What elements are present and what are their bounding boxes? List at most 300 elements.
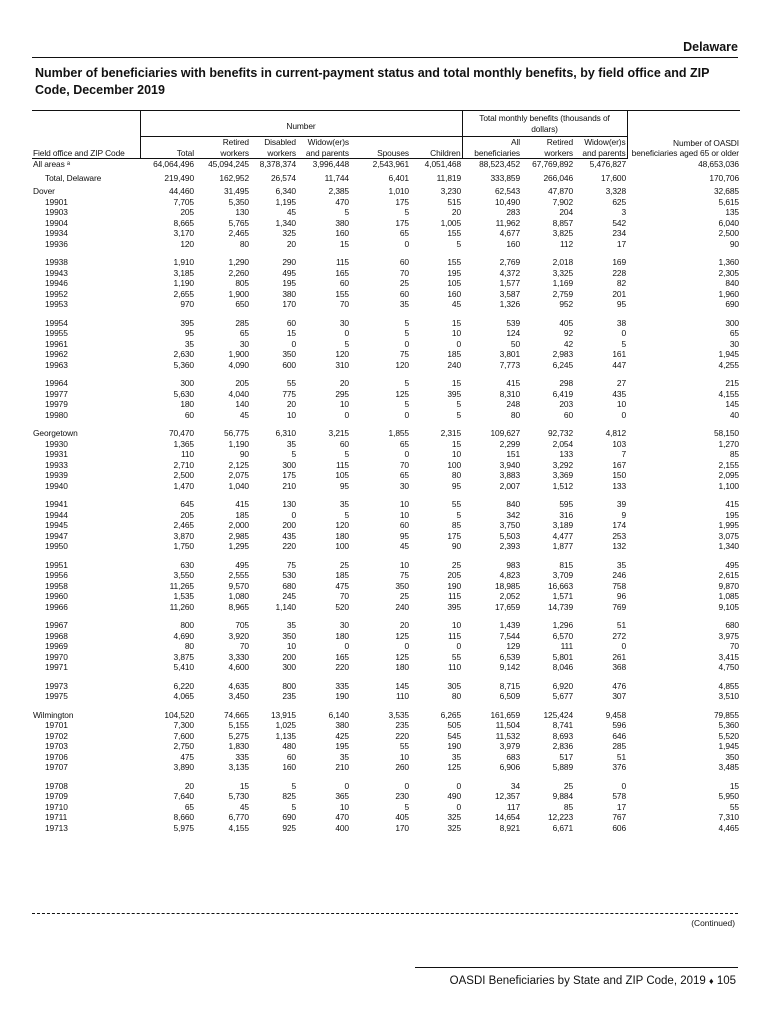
cell-value: 0	[404, 780, 409, 791]
zip-row	[32, 720, 740, 731]
cell-value: 35	[286, 620, 296, 630]
row-label: 19941	[45, 499, 68, 509]
cell-value: 35	[339, 499, 349, 509]
row-label: 19708	[45, 780, 68, 791]
row-label: 19970	[45, 651, 68, 662]
zip-row	[32, 620, 740, 631]
cell-value: 6,340	[275, 186, 296, 196]
row-label: 19903	[45, 207, 68, 217]
zip-row	[32, 470, 740, 481]
cell-value: 1,085	[718, 591, 739, 601]
cell-value: 805	[235, 278, 249, 288]
cell-value: 6,770	[228, 812, 249, 822]
cell-value: 2,836	[552, 741, 574, 751]
cell-value: 4,600	[228, 662, 249, 672]
cell-value: 1,010	[388, 186, 409, 196]
cell-value: 95	[399, 530, 409, 541]
cell-value: 109,627	[490, 428, 521, 438]
cell-value: 5,360	[718, 720, 739, 730]
cell-value: 205	[235, 378, 249, 388]
row-label: 19963	[45, 359, 68, 370]
cell-value: 8,857	[552, 217, 574, 228]
cell-value: 825	[282, 791, 296, 801]
row-label: 19964	[45, 378, 68, 388]
row-label: 19977	[45, 388, 68, 399]
cell-value: 415	[506, 378, 521, 388]
cell-value: 5	[404, 207, 409, 217]
zip-row	[32, 207, 740, 218]
cell-value: 4,155	[718, 388, 739, 399]
row-label: 19980	[45, 409, 68, 420]
cell-value: 395	[447, 388, 462, 399]
cell-value: 1,340	[718, 541, 739, 551]
cell-value: 2,500	[718, 228, 739, 238]
cell-value: 16,663	[548, 580, 574, 591]
cell-value: 3,170	[173, 228, 194, 238]
cell-value: 545	[447, 730, 462, 741]
cell-value: 775	[282, 388, 296, 399]
cell-value: 160	[447, 288, 462, 299]
cell-value: 3,801	[499, 349, 521, 359]
row-label: All areas ᵃ	[33, 159, 70, 169]
cell-value: 447	[612, 359, 627, 370]
cell-value: 1,571	[552, 591, 574, 601]
row-label: 19969	[45, 641, 68, 651]
zip-row	[32, 218, 740, 229]
zip-row	[32, 781, 740, 792]
cell-value: 2,465	[173, 520, 194, 530]
cell-value: 2,983	[552, 349, 574, 359]
cell-value: 325	[447, 822, 462, 833]
row-label: 19951	[45, 559, 68, 570]
cell-value: 4,823	[499, 570, 521, 580]
cell-value: 539	[506, 317, 521, 328]
cell-value: 8,693	[552, 730, 574, 741]
cell-value: 155	[447, 228, 462, 238]
cell-value: 246	[612, 570, 627, 580]
zip-row	[32, 439, 740, 450]
cell-value: 120	[335, 520, 349, 530]
cell-value: 160	[506, 238, 521, 249]
cell-value: 6,220	[173, 680, 194, 691]
cell-value: 175	[282, 470, 296, 480]
cell-value: 3,215	[328, 428, 349, 438]
cell-value: 40	[729, 409, 739, 420]
cell-value: 310	[335, 359, 349, 370]
cell-value: 10	[339, 801, 349, 812]
field-office-row	[32, 710, 740, 721]
cell-value: 4,690	[173, 630, 194, 641]
row-label: 19711	[45, 812, 68, 822]
cell-value: 5	[291, 449, 296, 459]
spouses-header: Spouses	[350, 137, 410, 159]
cell-value: 20	[184, 780, 194, 791]
cell-value: 245	[282, 591, 296, 601]
cell-value: 1,270	[718, 438, 739, 449]
cell-value: 800	[282, 680, 296, 691]
row-label: 19973	[45, 680, 68, 691]
cell-value: 205	[180, 207, 194, 217]
cell-value: 210	[335, 762, 349, 772]
cell-value: 307	[612, 691, 627, 701]
cell-value: 10	[399, 751, 409, 762]
cell-value: 2,543,961	[372, 159, 409, 169]
cell-value: 65	[239, 328, 249, 338]
cell-value: 3	[621, 207, 627, 217]
cell-value: 2,075	[228, 470, 249, 480]
cell-value: 17,600	[601, 172, 627, 183]
cell-value: 17,659	[495, 601, 521, 612]
cell-value: 180	[335, 630, 349, 641]
cell-value: 520	[335, 601, 349, 612]
cell-value: 3,890	[173, 762, 194, 772]
cell-value: 4,040	[228, 388, 249, 399]
field-office-row	[32, 186, 740, 197]
row-label: 19901	[45, 196, 68, 207]
cell-value: 105	[335, 470, 349, 480]
cell-value: 0	[404, 641, 409, 651]
cell-value: 5,275	[228, 730, 249, 741]
cell-value: 85	[563, 801, 574, 812]
row-label: 19962	[45, 349, 68, 359]
cell-value: 125,424	[543, 709, 574, 720]
cell-value: 0	[456, 338, 462, 349]
cell-value: 92	[563, 328, 574, 338]
cell-value: 31,495	[223, 186, 249, 196]
cell-value: 9,105	[718, 601, 739, 612]
cell-value: 266,046	[543, 172, 574, 183]
zip-row	[32, 691, 740, 702]
cell-value: 6,906	[499, 762, 521, 772]
cell-value: 5	[344, 207, 349, 217]
cell-value: 3,450	[228, 691, 249, 701]
cell-value: 4,635	[228, 680, 249, 691]
cell-value: 51	[616, 620, 627, 630]
cell-value: 145	[725, 399, 739, 409]
cell-value: 350	[395, 580, 409, 591]
cell-value: 248	[506, 399, 521, 409]
cell-value: 44,460	[168, 186, 194, 196]
benefits-group-header: Total monthly benefits (thousands of dollars)	[462, 111, 627, 137]
row-label: 19943	[45, 267, 68, 278]
cell-value: 45	[399, 541, 409, 551]
cell-value: 35	[451, 751, 462, 762]
zip-row	[32, 360, 740, 371]
cell-value: 3,920	[228, 630, 249, 641]
cell-value: 170	[395, 822, 409, 833]
cell-value: 683	[506, 751, 521, 762]
page-number: 105	[716, 975, 736, 987]
spacer-row	[32, 702, 740, 710]
cell-value: 203	[559, 399, 574, 409]
cell-value: 50	[510, 338, 521, 349]
cell-value: 4,855	[718, 680, 739, 691]
cell-value: 470	[335, 196, 349, 207]
cell-value: 2,615	[718, 570, 739, 580]
cell-value: 5	[456, 238, 462, 249]
cell-value: 530	[282, 570, 296, 580]
widowers-header: Widow(er)s and parents	[297, 137, 350, 159]
zip-row	[32, 197, 740, 208]
cell-value: 2,052	[499, 591, 521, 601]
cell-value: 3,292	[552, 459, 574, 470]
cell-value: 5,801	[552, 651, 574, 662]
cell-value: 342	[506, 509, 521, 520]
cell-value: 165	[335, 651, 349, 662]
cell-value: 0	[621, 328, 627, 338]
cell-value: 0	[621, 780, 627, 791]
cell-value: 3,328	[605, 186, 627, 196]
cell-value: 9,458	[605, 709, 627, 720]
cell-value: 470	[335, 812, 349, 822]
cell-value: 230	[395, 791, 409, 801]
cell-value: 3,369	[552, 470, 574, 480]
cell-value: 7,773	[499, 359, 521, 370]
cell-value: 11,265	[169, 580, 194, 591]
row-label: 19706	[45, 751, 68, 762]
top-rule	[32, 57, 738, 58]
cell-value: 10	[451, 620, 462, 630]
retired-workers-benefits-header: Retired workers	[521, 137, 574, 159]
cell-value: 3,825	[552, 228, 574, 238]
cell-value: 600	[282, 359, 296, 370]
number-group-header: Number	[140, 111, 462, 137]
cell-value: 95	[184, 328, 194, 338]
cell-value: 3,587	[499, 288, 521, 299]
cell-value: 25	[451, 559, 462, 570]
cell-value: 925	[282, 822, 296, 833]
cell-value: 2,555	[228, 570, 249, 580]
zip-row	[32, 510, 740, 521]
cell-value: 350	[282, 349, 296, 359]
cell-value: 1,169	[552, 278, 574, 288]
cell-value: 5	[291, 780, 296, 791]
zip-row	[32, 257, 740, 268]
row-label: 19966	[45, 601, 68, 612]
cell-value: 20	[286, 238, 296, 249]
spacer-row	[32, 552, 740, 560]
disabled-workers-header: Disabled workers	[250, 137, 297, 159]
cell-value: 415	[235, 499, 249, 509]
cell-value: 60	[339, 438, 349, 449]
zip-row	[32, 228, 740, 239]
cell-value: 55	[399, 741, 409, 751]
cell-value: 220	[282, 541, 296, 551]
zip-row	[32, 570, 740, 581]
cell-value: 235	[282, 691, 296, 701]
cell-value: 120	[335, 349, 349, 359]
cell-value: 70	[729, 641, 739, 651]
cell-value: 150	[612, 470, 627, 480]
cell-value: 10	[399, 499, 409, 509]
cell-value: 25	[399, 591, 409, 601]
cell-value: 60	[184, 409, 194, 420]
cell-value: 5,410	[173, 662, 194, 672]
cell-value: 1,365	[173, 438, 194, 449]
cell-value: 285	[235, 317, 249, 328]
cell-value: 596	[612, 720, 627, 730]
cell-value: 11,819	[436, 172, 462, 183]
cell-value: 228	[612, 267, 627, 278]
cell-value: 6,040	[718, 217, 739, 228]
cell-value: 205	[180, 509, 194, 520]
cell-value: 115	[335, 257, 349, 267]
cell-value: 7,300	[173, 720, 194, 730]
cell-value: 1,830	[228, 741, 249, 751]
cell-value: 5,765	[228, 217, 249, 228]
zip-row	[32, 531, 740, 542]
cell-value: 7,544	[499, 630, 521, 641]
zip-row	[32, 460, 740, 471]
cell-value: 0	[404, 338, 409, 349]
cell-value: 0	[291, 338, 296, 349]
cell-value: 15	[451, 317, 462, 328]
cell-value: 240	[395, 601, 409, 612]
cell-value: 5,503	[499, 530, 521, 541]
cell-value: 253	[612, 530, 627, 541]
zip-row	[32, 812, 740, 823]
cell-value: 204	[559, 207, 574, 217]
cell-value: 5	[291, 801, 296, 812]
cell-value: 8,965	[228, 601, 249, 612]
cell-value: 1,470	[173, 480, 194, 491]
cell-value: 175	[395, 217, 409, 228]
page-footer	[450, 975, 736, 987]
cell-value: 2,710	[173, 459, 194, 470]
zip-row	[32, 581, 740, 592]
cell-value: 2,155	[718, 459, 739, 470]
cell-value: 5,155	[228, 720, 249, 730]
cell-value: 758	[612, 580, 627, 591]
cell-value: 30	[339, 317, 349, 328]
cell-value: 300	[725, 317, 739, 328]
cell-value: 476	[612, 680, 627, 691]
cell-value: 5,677	[552, 691, 574, 701]
cell-value: 9,870	[718, 580, 739, 591]
cell-value: 10	[616, 399, 627, 409]
cell-value: 983	[506, 559, 521, 570]
cell-value: 133	[559, 449, 574, 459]
continued-note: (Continued)	[691, 918, 735, 928]
cell-value: 1,140	[275, 601, 296, 612]
cell-value: 405	[559, 317, 574, 328]
cell-value: 1,945	[718, 741, 739, 751]
cell-value: 35	[286, 438, 296, 449]
cell-value: 0	[291, 509, 296, 520]
row-label: 19950	[45, 541, 68, 551]
cell-value: 680	[282, 580, 296, 591]
cell-value: 15	[239, 780, 249, 791]
spacer-row	[32, 773, 740, 781]
cell-value: 3,870	[173, 530, 194, 541]
cell-value: 51	[616, 751, 627, 762]
zip-row	[32, 802, 740, 813]
cell-value: 4,051,468	[424, 159, 462, 169]
cell-value: 195	[335, 741, 349, 751]
cell-value: 95	[616, 299, 627, 309]
cell-value: 505	[447, 720, 462, 730]
row-label: 19707	[45, 762, 68, 772]
cell-value: 5	[404, 328, 409, 338]
cell-value: 20	[451, 207, 462, 217]
cell-value: 435	[612, 388, 627, 399]
cell-value: 201	[612, 288, 627, 299]
cell-value: 110	[395, 691, 409, 701]
cell-value: 5,630	[173, 388, 194, 399]
total-header: Total	[140, 137, 195, 159]
cell-value: 38	[616, 317, 627, 328]
cell-value: 0	[344, 641, 349, 651]
cell-value: 1,290	[228, 257, 249, 267]
row-label: Dover	[33, 186, 55, 196]
cell-value: 376	[612, 762, 627, 772]
cell-value: 10	[286, 409, 296, 420]
cell-value: 220	[335, 662, 349, 672]
cell-value: 167	[612, 459, 627, 470]
cell-value: 10	[286, 641, 296, 651]
cell-value: 290	[282, 257, 296, 267]
cell-value: 104,520	[164, 709, 194, 720]
cell-value: 2,750	[173, 741, 194, 751]
cell-value: 3,875	[173, 651, 194, 662]
header-blank	[32, 111, 140, 137]
cell-value: 130	[235, 207, 249, 217]
cell-value: 2,985	[228, 530, 249, 541]
cell-value: 2,054	[552, 438, 574, 449]
zip-row	[32, 399, 740, 410]
cell-value: 380	[282, 288, 296, 299]
cell-value: 7	[621, 449, 627, 459]
zip-row	[32, 541, 740, 552]
cell-value: 60	[563, 409, 574, 420]
cell-value: 112	[559, 238, 574, 249]
zip-row	[32, 652, 740, 663]
cell-value: 3,979	[499, 741, 521, 751]
cell-value: 25	[339, 559, 349, 570]
row-label: 19946	[45, 278, 68, 288]
cell-value: 0	[344, 780, 349, 791]
cell-value: 235	[395, 720, 409, 730]
cell-value: 170	[282, 299, 296, 309]
cell-value: 305	[447, 680, 462, 691]
cell-value: 56,775	[223, 428, 249, 438]
cell-value: 595	[559, 499, 574, 509]
cell-value: 45	[286, 207, 296, 217]
zip-row	[32, 299, 740, 310]
cell-value: 542	[612, 217, 627, 228]
cell-value: 10	[451, 328, 462, 338]
dashed-rule	[32, 913, 738, 914]
spacer-row	[32, 370, 740, 378]
zip-row	[32, 681, 740, 692]
cell-value: 103	[612, 438, 627, 449]
cell-value: 60	[399, 288, 409, 299]
cell-value: 815	[559, 559, 574, 570]
cell-value: 0	[621, 641, 627, 651]
cell-value: 170,706	[709, 172, 739, 183]
cell-value: 195	[282, 278, 296, 288]
cell-value: 105	[447, 278, 462, 288]
cell-value: 840	[506, 499, 521, 509]
cell-value: 4,255	[718, 359, 739, 370]
cell-value: 133	[612, 480, 627, 491]
cell-value: 3,230	[440, 186, 462, 196]
row-label: 19701	[45, 720, 68, 730]
row-label: 19934	[45, 228, 68, 238]
cell-value: 3,485	[718, 762, 739, 772]
cell-value: 8,921	[499, 822, 521, 833]
cell-value: 7,705	[173, 196, 194, 207]
